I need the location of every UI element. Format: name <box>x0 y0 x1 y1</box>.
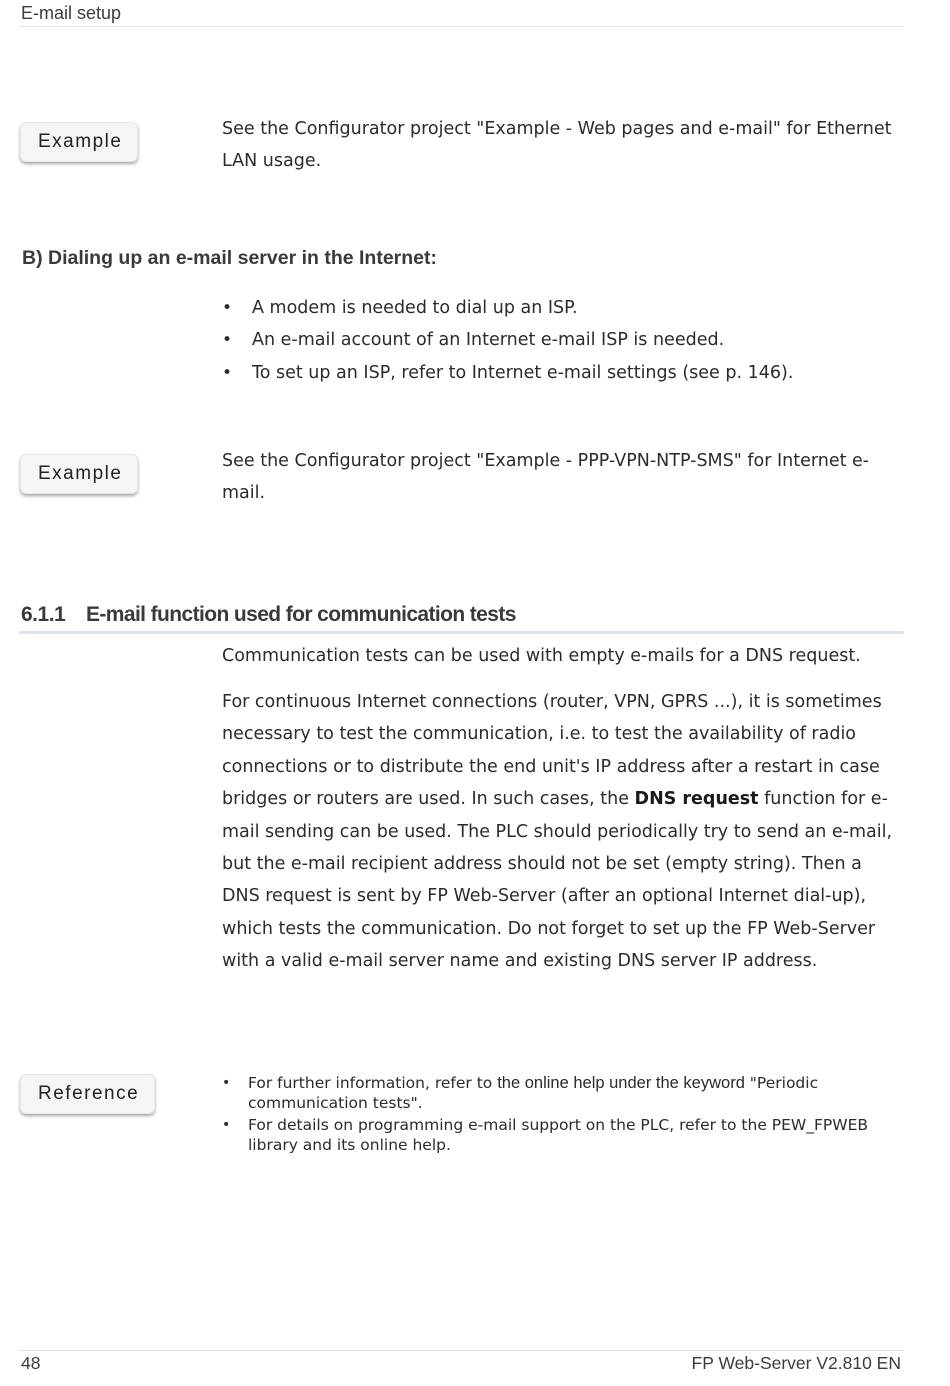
bullet-icon: • <box>222 1117 231 1133</box>
example-tag <box>20 122 138 162</box>
running-header: E-mail setup <box>21 3 122 23</box>
bullet-icon: • <box>222 298 233 318</box>
list-item: • For details on programming e-mail support on the PLC, refer to the PEW_FPWEB library and its online help. <box>222 1116 869 1154</box>
list-item: • A modem is needed to dial up an ISP. <box>222 292 904 324</box>
reference-list <box>222 1074 904 1158</box>
bullet-icon: • <box>222 1075 231 1091</box>
online-help-link[interactable]: the online help under the keyword <box>497 1074 745 1092</box>
reference-tag-label: Reference <box>38 1083 140 1104</box>
section-divider <box>19 631 904 634</box>
page-number: 48 <box>21 1353 41 1373</box>
section-b-heading: B) Dialing up an e-mail server in the Internet: <box>22 247 437 269</box>
list-item: • To set up an ISP, refer to Internet e-mail settings (see p. 146). <box>222 357 904 389</box>
footer-divider <box>19 1350 904 1351</box>
header-divider <box>19 26 904 27</box>
example-text-web-pages: See the Configurator project "Example - Web pages and e-mail" for Ethernet LAN usage. <box>222 119 892 172</box>
bullet-icon: • <box>222 362 233 383</box>
section-number: 6.1.1 <box>21 603 66 626</box>
section-title: E-mail function used for communication tests <box>86 603 516 626</box>
list-item: • For further information, refer to the online help under the keyword "Periodic communication tests". <box>222 1074 819 1112</box>
example-tag-label: Example <box>38 131 123 152</box>
bullet-icon: • <box>222 330 233 351</box>
reference-tag <box>20 1074 155 1114</box>
example-text-ppp-vpn: See the Configurator project "Example - PPP-VPN-NTP-SMS" for Internet e-mail. <box>222 451 870 504</box>
dns-request-term: DNS request <box>634 789 759 810</box>
list-item: • An e-mail account of an Internet e-mail ISP is needed. <box>222 324 904 356</box>
section-b-bullet-list <box>222 292 904 389</box>
section-intro: Communication tests can be used with empty e-mails for a DNS request. <box>222 646 861 666</box>
product-version: FP Web-Server V2.810 EN <box>691 1353 901 1373</box>
example-tag-label: Example <box>38 463 123 484</box>
section-body: For continuous Internet connections (router, VPN, GPRS ...), it is sometimes necessary to test the communication, i.e. to test the availability of radio connections or to distribute the end unit's IP address after a restart in case bridges or routers are used. In such cases, the DNS request function for e-mail sending can be used. The PLC should periodically try to send an e-mail, but the e-mail recipient address should not be set (empty string). Then a DNS request is sent by FP Web-Server (after an optional Internet dial-up), which tests the communication. Do not forget to set up the FP Web-Server with a valid e-mail server name and existing DNS server IP address. <box>222 692 893 972</box>
example-tag <box>20 454 138 494</box>
